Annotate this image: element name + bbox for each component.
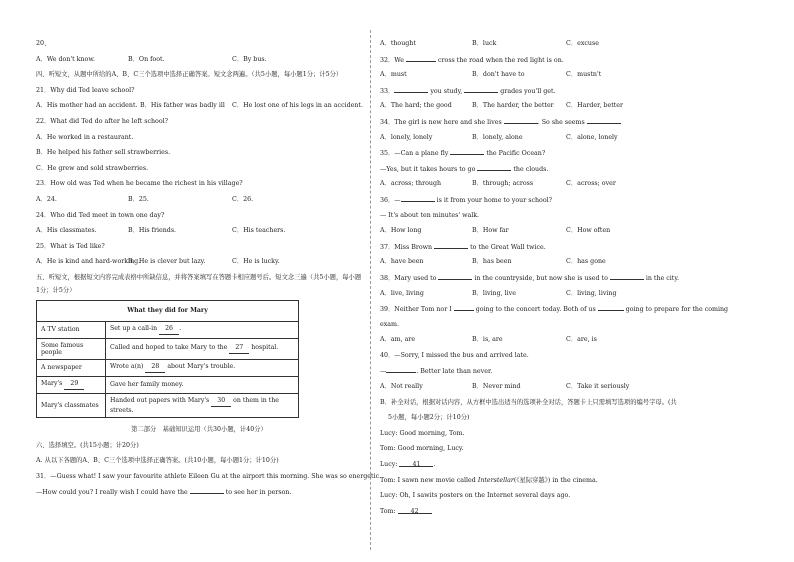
q22-option-b[interactable]: B．He helped his father sell strawberries. <box>36 149 171 157</box>
right-column <box>380 36 758 519</box>
left-column <box>36 36 382 500</box>
answer-blank-42[interactable]: 42 <box>398 504 432 514</box>
question-24: 24．Who did Ted meet in town one day? <box>36 211 165 219</box>
column-divider <box>370 30 371 550</box>
question-33: 33． you study, grades you'll get. <box>380 83 758 99</box>
question-36-reply: — It's about ten minutes' walk. <box>380 211 480 219</box>
q40-option-a[interactable]: A．Not really <box>380 383 423 391</box>
question-23: 23．How old was Ted when he became the richest in his village? <box>36 180 243 188</box>
question-39: 39．Neither Tom nor I going to the concert today. Both of us going to prepare for the coming <box>380 301 758 317</box>
q38-option-a[interactable]: A．live, living <box>380 289 424 297</box>
answer-blank-35a[interactable] <box>450 145 484 155</box>
table-row <box>37 376 299 393</box>
dialog-line: Tom: Good morning, Lucy. <box>380 445 464 453</box>
q22-option-c[interactable]: C．He grew and sold strawberries. <box>36 164 149 172</box>
table-value: Wrote a(n) 28 about Mary's trouble. <box>106 359 299 376</box>
question-35-reply: —Yes, but it takes hours to go the clouds. <box>380 161 758 177</box>
answer-blank-35b[interactable] <box>477 161 511 171</box>
question-37: 37．Miss Brown to the Great Wall twice. <box>380 239 758 255</box>
answer-blank-41[interactable]: 41 <box>399 457 433 467</box>
answer-blank-34b[interactable] <box>587 114 621 124</box>
q21-option-a[interactable]: A．His mother had an accident. <box>36 102 138 110</box>
answer-blank-38b[interactable] <box>610 270 644 280</box>
q21-options <box>36 98 362 114</box>
question-40-reply: — . Better late than never. <box>380 363 758 379</box>
q36-option-c[interactable]: C．How often <box>566 227 611 235</box>
q33-option-b[interactable]: B．The harder, the better <box>472 102 554 110</box>
q36-option-b[interactable]: B．How far <box>472 227 509 235</box>
q23-option-a[interactable]: A．24. <box>36 195 57 203</box>
q37-option-c[interactable]: C．has gone <box>566 258 606 266</box>
q32-options <box>380 67 758 83</box>
q22-option-a[interactable]: A．He worked in a restaurant. <box>36 133 134 141</box>
dialog-line: Tom: I sawn new movie called Interstellar(《星际穿越》) in the cinema. <box>380 476 598 484</box>
question-31-reply: —How could you? I really wish I could have the to see her in person. <box>36 484 362 500</box>
q24-option-a[interactable]: A．His classmates. <box>36 227 97 235</box>
answer-blank-39a[interactable] <box>454 301 474 311</box>
q32-option-b[interactable]: B．don't have to <box>472 71 525 79</box>
q32-option-a[interactable]: A．must <box>380 71 407 79</box>
q40-option-b[interactable]: B．Never mind <box>472 383 521 391</box>
q25-options <box>36 254 362 270</box>
q25-option-c[interactable]: C．He is lucky. <box>232 258 280 266</box>
q37-options <box>380 254 758 270</box>
q35-option-c[interactable]: C．across; over <box>566 180 616 188</box>
table-value: Set up a call-in 26 . <box>106 321 299 338</box>
q31-options <box>380 36 758 52</box>
section-4-title: 四、听短文，从题中所给的A、B、C三个选项中选择正确答案。短文念两遍。（共5小题，每小题1分；计5分） <box>36 71 343 79</box>
q39-options <box>380 332 758 348</box>
q39-option-c[interactable]: C．are, is <box>566 336 597 344</box>
dialog-line: Lucy: 41 . <box>380 457 758 473</box>
question-35: 35．—Can a plane fly the Pacific Ocean? <box>380 145 758 161</box>
q35-option-a[interactable]: A．across; through <box>380 180 442 188</box>
q23-option-b[interactable]: B．25. <box>128 195 149 203</box>
q34-options <box>380 130 758 146</box>
table-key: Some famous people <box>37 338 106 359</box>
answer-blank-34a[interactable] <box>504 114 538 124</box>
dialog-line: Tom: 42 <box>380 504 758 520</box>
q40-option-c[interactable]: C．Take it seriously <box>566 383 630 391</box>
q25-option-b[interactable]: B．He is clever but lazy. <box>128 258 206 266</box>
answer-blank-26[interactable]: 26 <box>159 325 179 335</box>
q37-option-b[interactable]: B．has been <box>472 258 512 266</box>
answer-blank-39b[interactable] <box>598 301 624 311</box>
q34-option-a[interactable]: A．lonely, lonely <box>380 133 433 141</box>
q31-option-c[interactable]: C．excuse <box>566 40 599 47</box>
table-key: A newspaper <box>37 359 106 376</box>
question-36: 36．— is it from your home to your school? <box>380 192 758 208</box>
q24-options <box>36 223 362 239</box>
section-6-title: 六、选择填空。(共15小题；计20分) <box>36 441 139 449</box>
question-34: 34．The girl is new here and she lives . So she seems <box>380 114 758 130</box>
q23-option-c[interactable]: C．26. <box>232 195 254 203</box>
q21-option-c[interactable]: C．He lost one of his legs in an accident. <box>232 102 363 110</box>
dialog-line: Lucy: Good morning, Tom. <box>380 429 465 437</box>
answer-blank-30[interactable]: 30 <box>211 397 231 407</box>
table-key: Mary's 29 <box>37 376 106 393</box>
table-value: Called and hoped to take Mary to the 27 hospital. <box>106 338 299 359</box>
q34-option-c[interactable]: C．alone, lonely <box>566 133 618 141</box>
q40-options <box>380 379 758 395</box>
q33-option-c[interactable]: C．Harder, better <box>566 102 624 110</box>
table-header: What they did for Mary <box>37 300 299 321</box>
answer-blank-38a[interactable] <box>438 270 472 280</box>
info-table <box>36 300 299 418</box>
question-25: 25．What is Ted like? <box>36 242 105 250</box>
answer-blank-36[interactable] <box>401 192 435 202</box>
q32-option-c[interactable]: C．mustn't <box>566 71 602 79</box>
q36-option-a[interactable]: A．How long <box>380 227 422 235</box>
answer-blank-31[interactable] <box>190 484 224 494</box>
q20-option-a[interactable]: A．We don't know. <box>36 55 95 63</box>
q37-option-a[interactable]: A．have been <box>380 258 424 266</box>
section-5-title: 五、听短文，根据短文内容完成表格中所缺信息，并将答案填写在答题卡相应题号后。短文念三遍（共5小题，每小题1分；计5分） <box>36 273 362 294</box>
answer-blank-27[interactable]: 27 <box>229 344 249 354</box>
table-value: Gave her family money. <box>106 376 299 393</box>
q21-option-b[interactable]: B．His father was badly ill <box>140 102 225 110</box>
question-21: 21．Why did Ted leave school? <box>36 86 135 94</box>
q24-option-b[interactable]: B．His friends. <box>128 227 177 235</box>
q34-option-b[interactable]: B．lonely, alone <box>472 133 523 141</box>
table-row <box>37 321 299 338</box>
q38-option-c[interactable]: C．living, living <box>566 289 617 297</box>
answer-blank-33b[interactable] <box>464 83 498 93</box>
q20-option-c[interactable]: C．By bus. <box>232 55 267 63</box>
table-row <box>37 359 299 376</box>
q24-option-c[interactable]: C．His teachers. <box>232 227 286 235</box>
q20-option-b[interactable]: B．On foot. <box>128 55 165 63</box>
q33-option-a[interactable]: A．The hard; the good <box>380 102 452 110</box>
q35-option-b[interactable]: B．through; across <box>472 180 534 188</box>
question-38: 38．Mary used to in the countryside, but now she is used to in the city. <box>380 270 758 286</box>
question-22: 22．What did Ted do after he left school? <box>36 117 169 125</box>
answer-blank-37[interactable] <box>434 239 468 249</box>
q33-options <box>380 98 758 114</box>
dialog-line: Lucy: Oh, I sawits posters on the Internet several days ago. <box>380 492 571 500</box>
q31-option-a[interactable]: A．thought <box>380 40 416 47</box>
section-6a-instruction: A. 从以下各题的A、B、C三个选项中选择正确答案。(共10小题，每小题1分；计10分) <box>36 457 279 465</box>
question-39-tail: exam. <box>380 320 400 328</box>
answer-blank-29[interactable]: 29 <box>64 380 84 390</box>
q25-option-a[interactable]: A．He is kind and hard-working. <box>36 258 141 266</box>
question-32: 32．We cross the road when the red light is on. <box>380 52 758 68</box>
q39-option-a[interactable]: A．am, are <box>380 336 416 344</box>
table-row <box>37 338 299 359</box>
answer-blank-33a[interactable] <box>394 83 428 93</box>
answer-blank-32[interactable] <box>406 52 436 62</box>
q38-options <box>380 286 758 302</box>
answer-blank-28[interactable]: 28 <box>145 363 165 373</box>
part-2-title: 第二部分 基础知识运用（共30小题，计40分） <box>131 425 267 433</box>
q35-options <box>380 176 758 192</box>
table-key: Mary's classmates <box>37 393 106 417</box>
q31-option-b[interactable]: B．luck <box>472 40 497 47</box>
q23-options <box>36 192 362 208</box>
q20-options <box>36 52 362 68</box>
section-b-instruction-cont: 5小题，每小题2分；计10分) <box>388 414 470 422</box>
table-key: A TV station <box>37 321 106 338</box>
q38-option-b[interactable]: B．living, live <box>472 289 516 297</box>
question-40: 40．—Sorry, I missed the bus and arrived late. <box>380 351 529 359</box>
answer-blank-40[interactable] <box>386 363 416 373</box>
question-20: 20、 <box>36 40 51 47</box>
table-value: Handed out papers with Mary's 30 on them in the streets. <box>106 393 299 417</box>
q36-options <box>380 223 758 239</box>
question-31: 31．—Guess what! I saw your favourite athlete Eileen Gu at the airport this morning. She was so energetic. <box>36 472 382 480</box>
table-row <box>37 393 299 417</box>
section-b-instruction: B．补全对话，根据对话内容，从方框中选出适当的选项补全对话，答题卡上只需填写选项的编号字母。(共 <box>380 398 677 406</box>
q39-option-b[interactable]: B．is, are <box>472 336 503 344</box>
